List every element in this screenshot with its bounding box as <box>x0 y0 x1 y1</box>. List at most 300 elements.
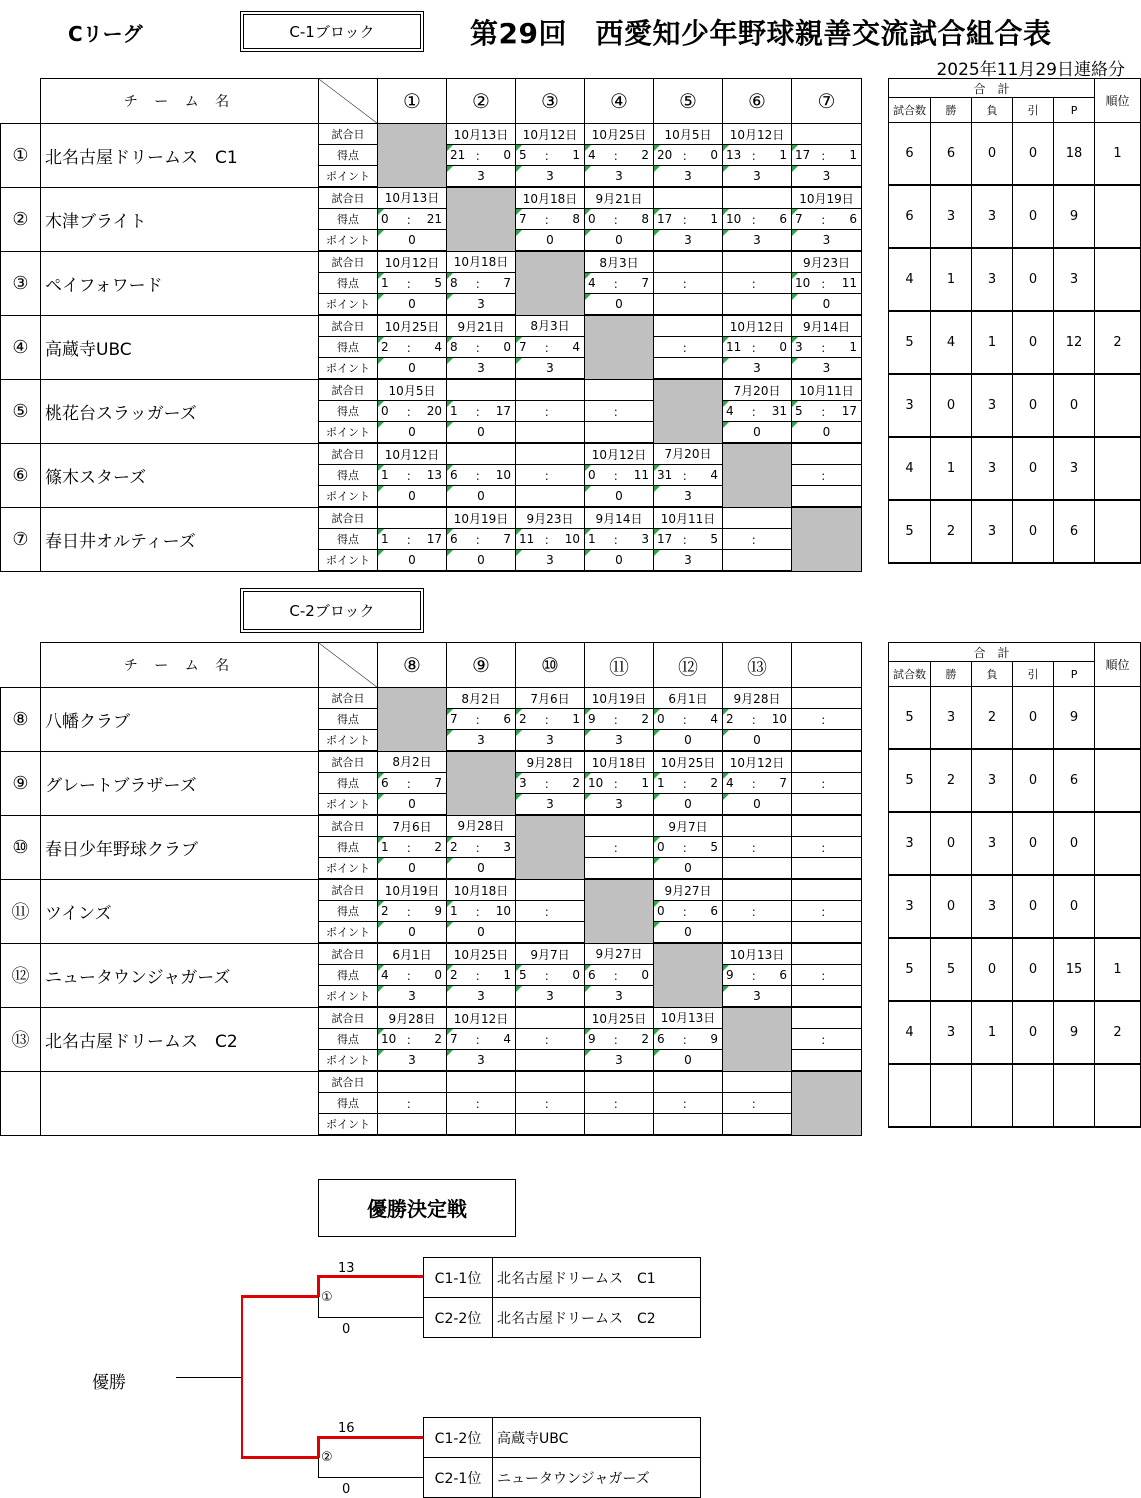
match-date <box>654 251 723 273</box>
score-separator: ： <box>543 149 557 163</box>
team-number: ⑬ <box>1 1007 41 1071</box>
score-separator: ： <box>405 341 419 355</box>
match-score <box>585 401 654 422</box>
match-points: 3 <box>792 358 862 380</box>
opponent-number-header: ④ <box>585 79 654 124</box>
score-separator: ： <box>820 1033 833 1047</box>
summary-row <box>889 875 1141 938</box>
summary-value: 0 <box>1054 875 1095 938</box>
match-points: 0 <box>723 794 792 816</box>
score-for: 4 <box>381 968 389 982</box>
row-label: 得点 <box>319 465 378 486</box>
score-against: 2 <box>434 1032 442 1046</box>
match-score <box>447 401 516 422</box>
summary-value: 3 <box>972 875 1013 938</box>
score-against: 7 <box>503 276 511 290</box>
self-match-cell <box>447 187 516 251</box>
row-label: 試合日 <box>319 943 378 965</box>
score-for: 1 <box>450 904 458 918</box>
score-separator: ： <box>681 905 695 919</box>
match-score <box>792 145 862 166</box>
score-for: 0 <box>381 404 389 418</box>
row-label: ポイント <box>319 986 378 1008</box>
score-against: 0 <box>434 968 442 982</box>
score-separator: ： <box>820 149 833 163</box>
score-for: 6 <box>450 532 458 546</box>
summary-row <box>889 437 1141 500</box>
score-separator: ： <box>405 213 419 227</box>
match-date <box>516 879 585 901</box>
summary-value <box>1054 1064 1095 1127</box>
match-date: 10月12日 <box>378 443 447 465</box>
team-row <box>1 379 862 401</box>
match-score <box>378 401 447 422</box>
total-header: 合 計 <box>889 643 1095 662</box>
score-separator: ： <box>681 1097 695 1111</box>
match-date: 8月2日 <box>378 751 447 773</box>
block-2-label: C-2ブロック <box>240 588 424 633</box>
summary-value: 6 <box>1054 500 1095 563</box>
score-for: 7 <box>450 712 458 726</box>
score-separator: ： <box>820 713 833 727</box>
match-date <box>723 1071 792 1093</box>
summary-row <box>889 311 1141 374</box>
score-for: 10 <box>381 1032 397 1046</box>
score-for: 3 <box>519 776 527 790</box>
match-points: 3 <box>447 294 516 316</box>
score-separator: ： <box>820 341 833 355</box>
self-match-cell <box>654 943 723 1007</box>
match-date: 10月13日 <box>654 1007 723 1029</box>
match-score <box>792 1029 862 1050</box>
score-separator: ： <box>612 777 626 791</box>
match-date: 10月11日 <box>654 507 723 529</box>
summary-value: 5 <box>889 749 931 812</box>
row-label: 試合日 <box>319 1007 378 1029</box>
score-separator: ： <box>543 405 557 419</box>
score-against: 6 <box>779 212 787 226</box>
match-points: 0 <box>654 794 723 816</box>
score-against: 4 <box>572 340 580 354</box>
score-for: 8 <box>450 276 458 290</box>
bracket-winner-line <box>317 1437 320 1458</box>
score-separator: ： <box>820 969 833 983</box>
match-score <box>654 529 723 550</box>
score-against: 9 <box>434 904 442 918</box>
summary-value: 0 <box>1054 812 1095 875</box>
match-date <box>447 1071 516 1093</box>
summary-value <box>1095 687 1141 750</box>
score-separator: ： <box>474 841 488 855</box>
team-number: ③ <box>1 251 41 315</box>
score-for: 7 <box>450 1032 458 1046</box>
summary-value: 2 <box>972 687 1013 750</box>
match-date <box>792 1007 862 1029</box>
match-score <box>723 401 792 422</box>
match-score <box>447 837 516 858</box>
score-separator: ： <box>543 1097 557 1111</box>
score-separator: ： <box>750 841 764 855</box>
match-date: 10月25日 <box>585 124 654 145</box>
team-number: ⑩ <box>1 815 41 879</box>
score-against: 2 <box>572 776 580 790</box>
score-separator: ： <box>474 405 488 419</box>
score-for: 31 <box>657 468 673 482</box>
score-for: 0 <box>381 212 389 226</box>
summary-value: 9 <box>1054 185 1095 248</box>
match-points <box>723 858 792 880</box>
bracket-winner-line <box>241 1295 319 1298</box>
row-label: 試合日 <box>319 688 378 709</box>
match-score <box>585 145 654 166</box>
score-separator: ： <box>681 469 695 483</box>
score-separator: ： <box>612 405 626 419</box>
match-score <box>516 145 585 166</box>
match-score <box>447 145 516 166</box>
match-score <box>516 465 585 486</box>
score-against: 4 <box>710 712 718 726</box>
summary-value <box>1095 185 1141 248</box>
bracket-line <box>318 1317 423 1318</box>
match-date <box>516 1071 585 1093</box>
score-for: 1 <box>381 468 389 482</box>
match-date: 10月25日 <box>654 751 723 773</box>
match-score <box>654 837 723 858</box>
corner-cell <box>1 79 41 124</box>
match-points: 3 <box>447 166 516 188</box>
score-against: 2 <box>434 840 442 854</box>
score-separator: ： <box>405 469 419 483</box>
score-against: 5 <box>434 276 442 290</box>
match-score <box>723 1093 792 1114</box>
score-for: 0 <box>588 468 596 482</box>
team-name: ツインズ <box>41 879 319 943</box>
match-date <box>378 1071 447 1093</box>
match-points: 0 <box>378 922 447 944</box>
match-points: 0 <box>378 358 447 380</box>
row-label: 得点 <box>319 1029 378 1050</box>
block-1-summary <box>888 78 1141 564</box>
match-date: 9月14日 <box>585 507 654 529</box>
score-separator: ： <box>612 1033 626 1047</box>
match-score <box>723 773 792 794</box>
match-date: 9月23日 <box>516 507 585 529</box>
entry-team: 高蔵寺UBC <box>493 1418 701 1458</box>
match-date <box>792 943 862 965</box>
match-score <box>585 465 654 486</box>
score-separator: ： <box>405 405 419 419</box>
score-against: 17 <box>426 532 442 546</box>
match-score <box>792 709 862 730</box>
score-for: 4 <box>726 404 734 418</box>
score-for: 9 <box>588 1032 596 1046</box>
entry-place: C1-1位 <box>424 1258 493 1298</box>
match-points: 3 <box>654 550 723 572</box>
bracket-winner-line <box>241 1456 319 1459</box>
match-date: 10月19日 <box>447 507 516 529</box>
opponent-number-header <box>792 643 862 688</box>
entry-team: 北名古屋ドリームス C1 <box>493 1258 701 1298</box>
score-for: 3 <box>795 340 803 354</box>
match-points <box>792 986 862 1008</box>
score-for: 5 <box>519 148 527 162</box>
score-against: 0 <box>503 148 511 162</box>
match-points <box>792 922 862 944</box>
score-separator: ： <box>820 469 833 483</box>
summary-value: 18 <box>1054 123 1095 186</box>
score-separator: ： <box>474 905 488 919</box>
match-points: 0 <box>792 422 862 444</box>
match-score <box>585 1093 654 1114</box>
score-against: 1 <box>641 776 649 790</box>
match-score <box>792 965 862 986</box>
summary-value: 1 <box>972 311 1013 374</box>
match-points: 0 <box>447 422 516 444</box>
score-separator: ： <box>820 777 833 791</box>
score-against: 7 <box>641 276 649 290</box>
score-for: 10 <box>588 776 604 790</box>
match-points: 3 <box>447 358 516 380</box>
bracket-line <box>318 1477 423 1478</box>
match-score <box>792 337 862 358</box>
summary-header-row <box>889 643 1141 662</box>
match-points <box>516 422 585 444</box>
match-score <box>447 901 516 922</box>
match-date <box>792 443 862 465</box>
summary-value: 0 <box>1013 374 1054 437</box>
opponent-number-header: ⑫ <box>654 643 723 688</box>
self-match-cell <box>792 507 862 571</box>
match-points <box>723 922 792 944</box>
match-points: 3 <box>585 166 654 188</box>
match-score <box>654 709 723 730</box>
match-date: 10月12日 <box>723 124 792 145</box>
match-score <box>792 209 862 230</box>
match-points: 3 <box>585 1050 654 1072</box>
match-date: 10月19日 <box>378 879 447 901</box>
team-row <box>1 879 862 901</box>
team-number: ① <box>1 124 41 188</box>
match-score <box>447 709 516 730</box>
match-score <box>447 965 516 986</box>
match-score <box>378 837 447 858</box>
match-date: 10月12日 <box>723 315 792 337</box>
match-points: 0 <box>654 730 723 752</box>
summary-value: 3 <box>972 374 1013 437</box>
match-score <box>447 1029 516 1050</box>
score-against: 10 <box>495 904 511 918</box>
score-separator: ： <box>750 213 764 227</box>
match-date: 9月21日 <box>585 187 654 209</box>
score-against: 5 <box>710 840 718 854</box>
match-points: 3 <box>654 486 723 508</box>
score-against: 10 <box>564 532 580 546</box>
team-number: ② <box>1 187 41 251</box>
team-number: ⑫ <box>1 943 41 1007</box>
summary-value: 2 <box>931 500 972 563</box>
row-label: ポイント <box>319 486 378 508</box>
match-points <box>792 730 862 752</box>
match-points: 3 <box>585 986 654 1008</box>
summary-value: 3 <box>1054 248 1095 311</box>
summary-win-header: 勝 <box>931 98 972 123</box>
match-points: 0 <box>378 486 447 508</box>
match-score <box>378 773 447 794</box>
team-row <box>1 751 862 773</box>
score-against: 13 <box>426 468 442 482</box>
summary-value <box>1095 1064 1141 1127</box>
game-2-top-score: 16 <box>338 1421 355 1436</box>
row-label: 試合日 <box>319 879 378 901</box>
self-match-cell <box>723 1007 792 1071</box>
match-points: 0 <box>378 794 447 816</box>
match-score <box>516 1093 585 1114</box>
score-separator: ： <box>474 1033 488 1047</box>
summary-value: 0 <box>931 812 972 875</box>
row-label: 試合日 <box>319 251 378 273</box>
score-against: 10 <box>771 712 787 726</box>
final-entry <box>424 1258 701 1298</box>
match-score <box>516 1029 585 1050</box>
summary-value <box>931 1064 972 1127</box>
summary-value: 1 <box>972 1001 1013 1064</box>
team-name: 木津ブライト <box>41 187 319 251</box>
score-for: 4 <box>726 776 734 790</box>
summary-value: 3 <box>889 812 931 875</box>
match-date: 10月13日 <box>378 187 447 209</box>
summary-value: 0 <box>1013 812 1054 875</box>
opponent-number-header: ⑦ <box>792 79 862 124</box>
score-for: 2 <box>381 340 389 354</box>
score-against: 8 <box>572 212 580 226</box>
match-score <box>447 273 516 294</box>
match-date: 8月3日 <box>516 315 585 337</box>
row-label: 試合日 <box>319 315 378 337</box>
summary-games-header: 試合数 <box>889 98 931 123</box>
summary-points-header: P <box>1054 98 1095 123</box>
match-date <box>654 1071 723 1093</box>
match-score <box>378 337 447 358</box>
summary-value: 0 <box>1013 1001 1054 1064</box>
final-entries-top <box>423 1257 701 1338</box>
score-against: 11 <box>841 276 857 290</box>
match-score <box>516 337 585 358</box>
score-separator: ： <box>405 969 419 983</box>
match-score <box>585 273 654 294</box>
score-separator: ： <box>612 533 626 547</box>
match-points <box>585 422 654 444</box>
score-separator: ： <box>543 1033 557 1047</box>
match-points: 0 <box>378 230 447 252</box>
score-against: 3 <box>641 532 649 546</box>
match-date <box>447 379 516 401</box>
diagonal-header-cell <box>319 643 378 688</box>
match-date: 7月20日 <box>723 379 792 401</box>
match-points: 3 <box>378 986 447 1008</box>
match-score <box>792 837 862 858</box>
score-separator: ： <box>543 905 557 919</box>
team-name: 桃花台スラッガーズ <box>41 379 319 443</box>
game-2-bottom-score: 0 <box>342 1482 351 1497</box>
match-points: 3 <box>516 166 585 188</box>
score-against: 6 <box>710 904 718 918</box>
score-separator: ： <box>750 777 764 791</box>
match-points <box>723 294 792 316</box>
match-date <box>447 443 516 465</box>
score-separator: ： <box>612 149 626 163</box>
score-for: 4 <box>588 276 596 290</box>
summary-value <box>1095 374 1141 437</box>
match-points <box>792 1050 862 1072</box>
match-points: 3 <box>516 550 585 572</box>
match-date: 10月18日 <box>516 187 585 209</box>
match-points <box>792 858 862 880</box>
summary-value: 0 <box>1013 687 1054 750</box>
score-for: 0 <box>657 904 665 918</box>
score-separator: ： <box>750 969 764 983</box>
bracket-winner-line <box>241 1296 243 1458</box>
score-separator: ： <box>681 841 695 855</box>
match-score <box>516 965 585 986</box>
match-date: 9月7日 <box>654 815 723 837</box>
score-separator: ： <box>612 277 626 291</box>
row-label: 得点 <box>319 773 378 794</box>
match-points <box>516 486 585 508</box>
summary-row <box>889 687 1141 750</box>
match-date: 9月23日 <box>792 251 862 273</box>
score-separator: ： <box>681 713 695 727</box>
score-for: 13 <box>726 148 742 162</box>
match-points: 3 <box>723 986 792 1008</box>
match-score <box>585 965 654 986</box>
self-match-cell <box>378 688 447 752</box>
score-against: 2 <box>641 712 649 726</box>
team-name: 春日少年野球クラブ <box>41 815 319 879</box>
final-title: 優勝決定戦 <box>318 1179 516 1237</box>
match-points: 3 <box>723 230 792 252</box>
score-against: 9 <box>710 1032 718 1046</box>
match-date: 10月12日 <box>447 1007 516 1029</box>
summary-games-header: 試合数 <box>889 662 931 687</box>
row-label: ポイント <box>319 166 378 188</box>
score-separator: ： <box>750 533 764 547</box>
corner-cell <box>1 643 41 688</box>
summary-row <box>889 248 1141 311</box>
opponent-number-header: ③ <box>516 79 585 124</box>
score-for: 7 <box>519 340 527 354</box>
row-label: 試合日 <box>319 815 378 837</box>
row-label: 得点 <box>319 529 378 550</box>
score-against: 7 <box>434 776 442 790</box>
summary-value: 3 <box>931 1001 972 1064</box>
summary-value: 2 <box>931 749 972 812</box>
summary-header-row <box>889 79 1141 98</box>
summary-value: 3 <box>972 749 1013 812</box>
score-for: 2 <box>519 712 527 726</box>
match-score <box>723 529 792 550</box>
score-against: 2 <box>641 1032 649 1046</box>
summary-value: 0 <box>1054 374 1095 437</box>
match-score <box>654 465 723 486</box>
match-points: 3 <box>585 730 654 752</box>
match-date: 10月13日 <box>447 124 516 145</box>
self-match-cell <box>585 315 654 379</box>
summary-value <box>889 1064 931 1127</box>
match-points: 3 <box>585 794 654 816</box>
match-points: 0 <box>654 1050 723 1072</box>
summary-value: 9 <box>1054 687 1095 750</box>
total-header: 合 計 <box>889 79 1095 98</box>
